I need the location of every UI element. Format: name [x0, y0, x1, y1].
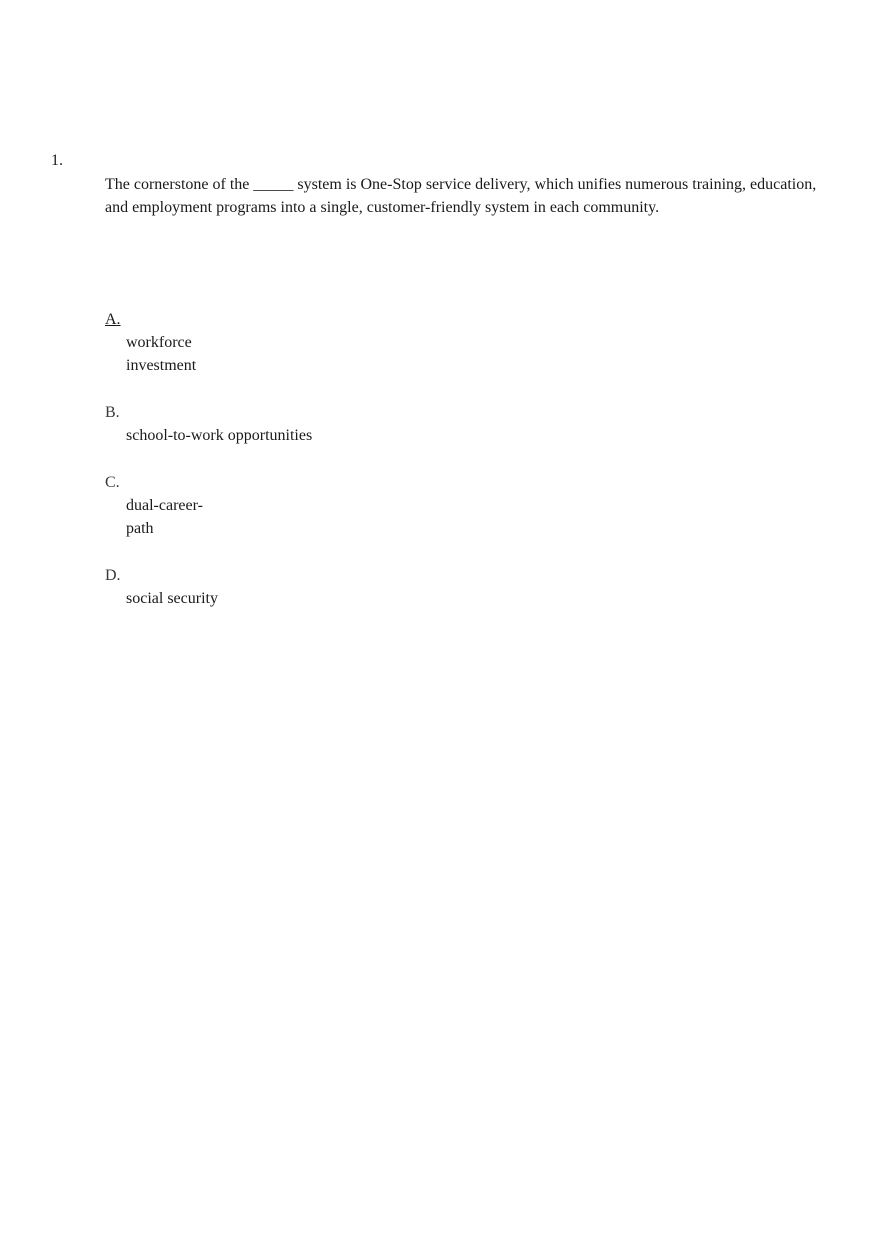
option-c-letter: C. — [105, 474, 120, 491]
question-number: 1. — [51, 152, 63, 169]
option-d-text: social security — [126, 590, 218, 607]
option-d-letter: D. — [105, 567, 121, 584]
option-a-text: workforce investment — [126, 334, 197, 374]
option-b[interactable] — [105, 402, 705, 447]
option-d[interactable] — [105, 565, 705, 610]
option-a[interactable] — [105, 309, 705, 377]
option-b-text: school-to-work opportunities — [126, 427, 313, 444]
option-c-text: dual-career-path — [126, 497, 203, 537]
question-text: The cornerstone of the _____ system is One-Stop service delivery, which unifies numerous training, education, and employment programs into a single, customer-friendly system in each community. — [105, 176, 817, 216]
option-c[interactable] — [105, 472, 705, 540]
answer-options — [105, 309, 705, 635]
option-a-letter: A. — [105, 311, 121, 328]
option-b-letter: B. — [105, 404, 120, 421]
